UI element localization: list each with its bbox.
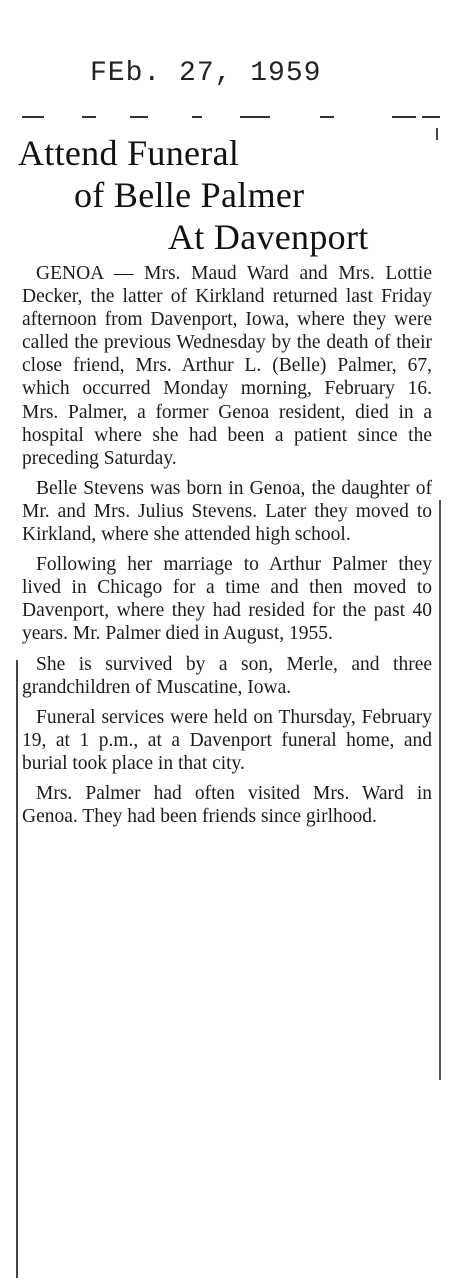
column-rule-left: [16, 660, 18, 1278]
paragraph-1: GENOA — Mrs. Maud Ward and Mrs. Lottie Decker, the latter of Kirkland returned last Friday afternoon from Davenport, Iowa, where they were called the previous Wednesday by the death of their close friend, Mrs. Arthur L. (Belle) Palmer, 67, which occurred Monday morning, February 16. Mrs. Palmer, a former Genoa resident, died in a hospital where she had been a patient since the preceding Saturday.: [22, 263, 432, 469]
paragraph-3: Following her marriage to Arthur Palmer they lived in Chicago for a time and then moved to Davenport, where they had resided for the past 40 years. Mr. Palmer died in August, 1955.: [22, 554, 432, 645]
paragraph-5: Funeral services were held on Thursday, February 19, at 1 p.m., at a Davenport funeral home, and burial took place in that city.: [22, 706, 432, 774]
dashed-rule: [22, 114, 442, 120]
paragraph-2: Belle Stevens was born in Genoa, the daughter of Mr. and Mrs. Julius Stevens. Later they moved to Kirkland, where she attended high school.: [22, 477, 432, 546]
handwritten-date: FEb. 27, 1959: [90, 58, 322, 89]
article-body: [22, 262, 432, 835]
column-rule-right: [439, 500, 441, 1080]
paragraph-4: She is survived by a son, Merle, and three grandchildren of Muscatine, Iowa.: [22, 653, 432, 698]
headline-line-3: At Davenport: [168, 217, 369, 257]
headline-line-1: Attend Funeral: [18, 133, 240, 173]
headline-line-2: of Belle Palmer: [74, 175, 305, 215]
paragraph-6: Mrs. Palmer had often visited Mrs. Ward in Genoa. They had been friends since girlhood.: [22, 782, 432, 828]
headline: [18, 132, 438, 258]
